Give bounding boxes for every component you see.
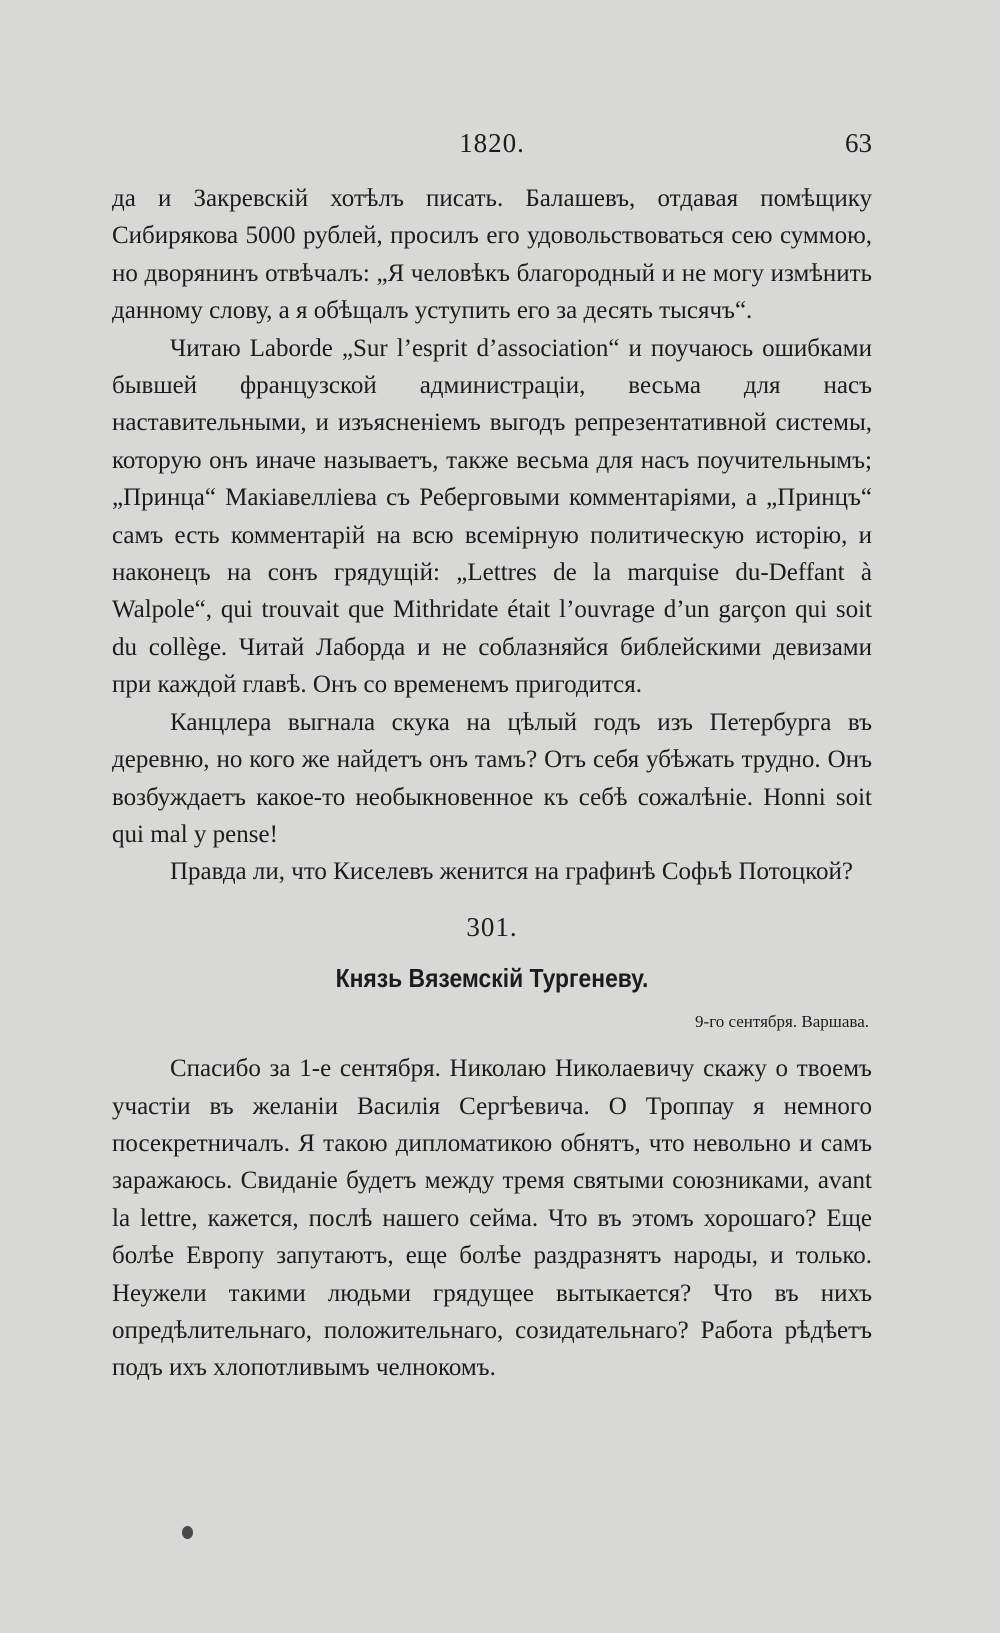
paragraph-laborde: Читаю Laborde „Sur l’esprit d’association“ и поучаюсь ошибками бывшей французской администраціи, весьма для насъ наставительными, и изъясненіемъ выгодъ репрезентативной системы, которую онъ иначе называетъ, также весьма для насъ поучительнымъ; „Принца“ Макіавелліева съ Реберговыми комментаріями, а „Принцъ“ самъ есть комментарій на всю всемірную политическую исторію, и наконецъ на сонъ грядущій: „Lettres de la marquise du-Deffant à Walpole“, qui trouvait que Mithridate était l’ouvrage d’un garçon qui soit du collège. Читай Лаборда и не соблазняйся библейскими девизами при каждой главѣ. Онъ со временемъ пригодится. (112, 334, 872, 699)
paragraph-kiselev: Правда ли, что Киселевъ женится на графинѣ Софьѣ Потоцкой? (170, 858, 854, 886)
ink-spot (182, 1526, 193, 1539)
letter-dateline: 9-го сентября. Варшава. (695, 1012, 869, 1032)
paragraph-chancellor: Канцлера выгнала скука на цѣлый годъ изъ Петербурга въ деревню, но кого же найдетъ онъ тамъ? Отъ себя убѣжать трудно. Онъ возбуждаетъ какое-то необыкновенное къ себѣ сожалѣніе. Honni soit qui mal y pense! (112, 708, 872, 848)
running-head-year: 1820. (459, 128, 525, 158)
page-number: 63 (845, 128, 872, 158)
letter-number: 301. (466, 911, 518, 942)
page-header (112, 128, 872, 162)
letter-title: Князь Вяземскій Тургеневу. (335, 963, 649, 994)
page-body (112, 180, 872, 1387)
paragraph-continuation: да и Закревскій хотѣлъ писать. Балашевъ, отдавая помѣщику Сибирякова 5000 рублей, просилъ его удовольствоваться сею суммою, но дворянинъ отвѣчалъ: „Я человѣкъ благородный и не могу измѣнить данному слову, а я обѣщалъ уступить его за десять тысячъ“. (112, 185, 872, 325)
letter-paragraph: Спасибо за 1-е сентября. Николаю Николаевичу скажу о твоемъ участіи въ желаніи Василія Сергѣевича. О Троппау я немного посекретничалъ. Я такою дипломатикою обнятъ, что невольно и самъ заражаюсь. Свиданіе будетъ между тремя святыми союзниками, avant la lettre, кажется, послѣ нашего сейма. Что въ этомъ хорошаго? Еще болѣе Европу запутаютъ, еще болѣе раздразнятъ народы, и только. Неужели такими людьми грядущее вытыкается? Что въ нихъ опредѣлительнаго, положительнаго, созидательнаго? Работа рѣдѣетъ подъ ихъ хлопотливымъ челнокомъ. (112, 1055, 872, 1382)
